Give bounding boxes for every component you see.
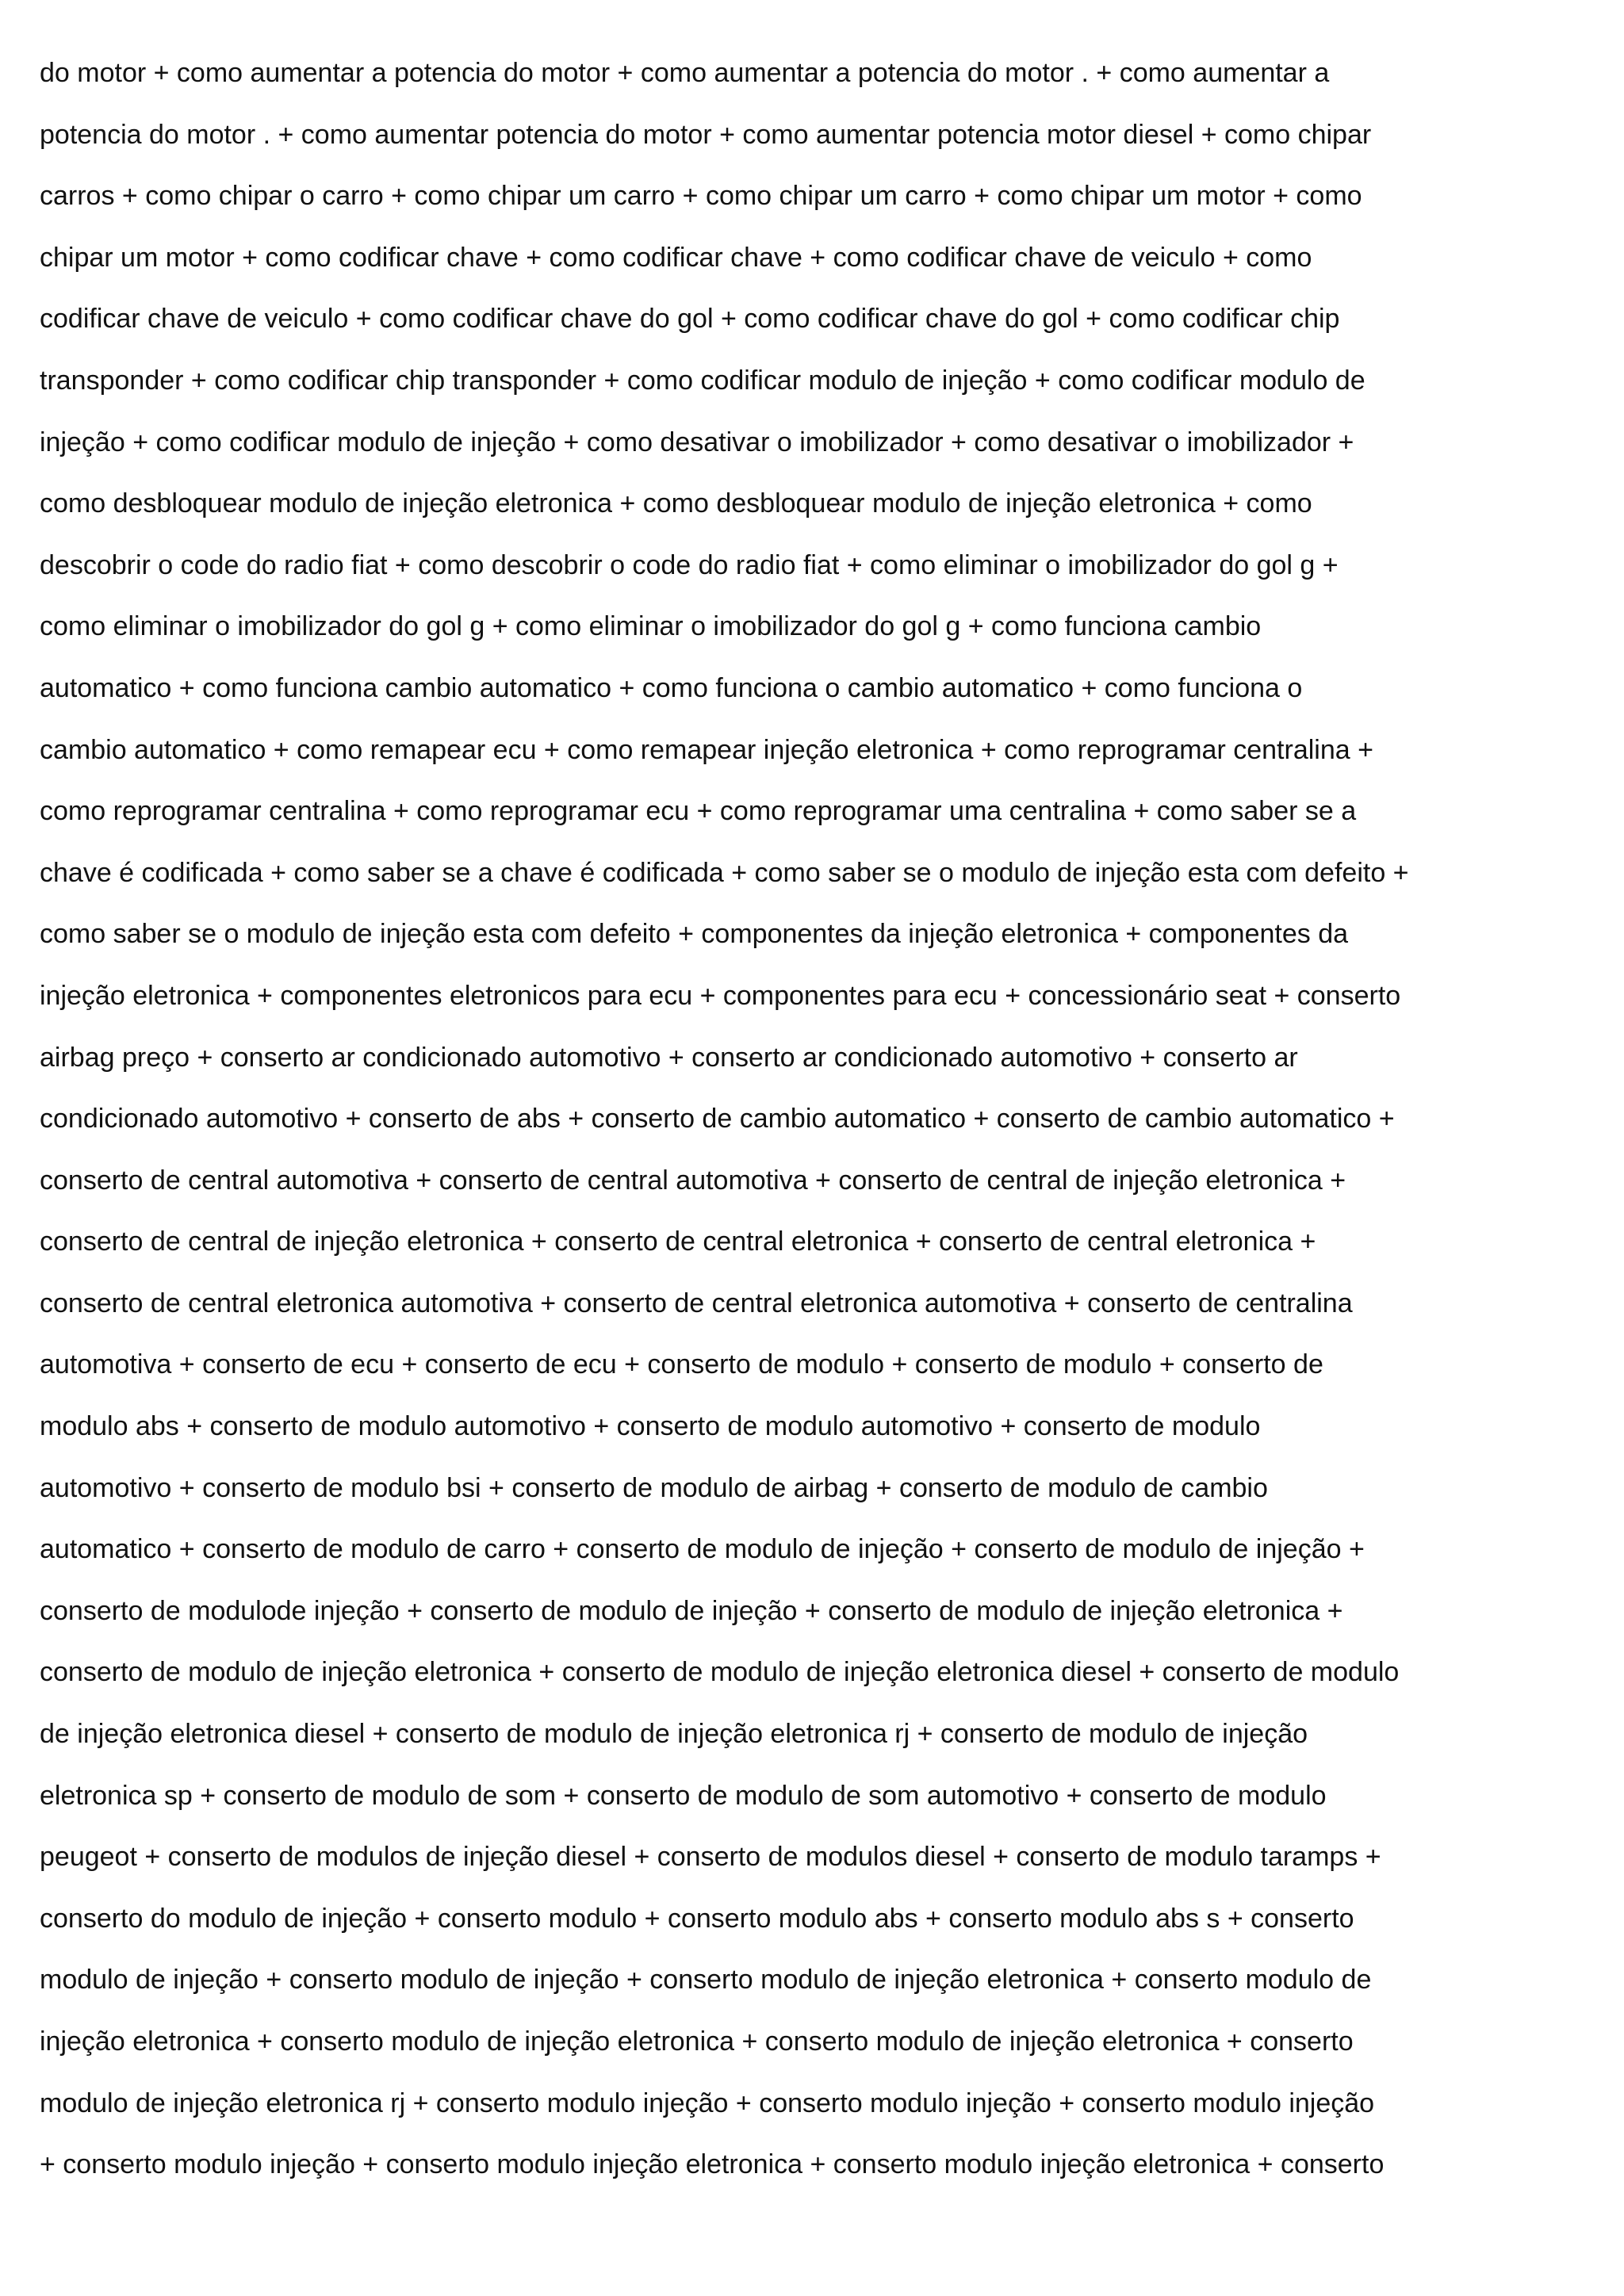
text-line: automatico + como funciona cambio automatico + como funciona o cambio automatico + como funciona o	[40, 672, 1303, 703]
text-line: conserto de central automotiva + conserto de central automotiva + conserto de central de injeção eletronica +	[40, 1165, 1346, 1196]
text-line: + conserto modulo injeção + conserto modulo injeção eletronica + conserto modulo injeção eletronica + conserto	[40, 2149, 1385, 2180]
text-line: transponder + como codificar chip transponder + como codificar modulo de injeção + como codificar modulo de	[40, 365, 1365, 396]
text-line: conserto do modulo de injeção + conserto modulo + conserto modulo abs + conserto modulo abs s + conserto	[40, 1903, 1354, 1934]
text-line: condicionado automotivo + conserto de abs + conserto de cambio automatico + conserto de cambio automatico +	[40, 1104, 1395, 1135]
text-line: automatico + conserto de modulo de carro + conserto de modulo de injeção + conserto de modulo de injeção +	[40, 1534, 1365, 1565]
text-line: chipar um motor + como codificar chave + como codificar chave + como codificar chave de veiculo + como	[40, 242, 1312, 273]
text-line: modulo de injeção + conserto modulo de injeção + conserto modulo de injeção eletronica + conserto modulo de	[40, 1965, 1372, 1996]
text-line: de injeção eletronica diesel + conserto de modulo de injeção eletronica rj + conserto de modulo de injeção	[40, 1719, 1308, 1750]
text-line: conserto de modulo de injeção eletronica + conserto de modulo de injeção eletronica diesel + conserto de modulo	[40, 1657, 1400, 1688]
text-line: cambio automatico + como remapear ecu + como remapear injeção eletronica + como reprogramar centralina +	[40, 734, 1373, 765]
text-line: automotiva + conserto de ecu + conserto de ecu + conserto de modulo + conserto de modulo + conserto de	[40, 1349, 1323, 1380]
keyword-text-block	[40, 49, 1594, 2202]
text-line: automotivo + conserto de modulo bsi + conserto de modulo de airbag + conserto de modulo de cambio	[40, 1472, 1268, 1503]
text-line: chave é codificada + como saber se a chave é codificada + como saber se o modulo de injeção esta com defeito +	[40, 857, 1409, 888]
text-line: eletronica sp + conserto de modulo de som + conserto de modulo de som automotivo + conserto de modulo	[40, 1780, 1327, 1811]
text-line: conserto de modulode injeção + conserto de modulo de injeção + conserto de modulo de injeção eletronica +	[40, 1595, 1343, 1626]
text-line: conserto de central de injeção eletronica + conserto de central eletronica + conserto de central eletronica +	[40, 1226, 1316, 1257]
text-line: peugeot + conserto de modulos de injeção diesel + conserto de modulos diesel + conserto de modulo taramps +	[40, 1842, 1381, 1873]
text-line: injeção eletronica + componentes eletronicos para ecu + componentes para ecu + concessionário seat + conserto	[40, 980, 1401, 1011]
text-line: conserto de central eletronica automotiva + conserto de central eletronica automotiva + conserto de centralina	[40, 1288, 1353, 1318]
text-line: como desbloquear modulo de injeção eletronica + como desbloquear modulo de injeção eletronica + como	[40, 488, 1312, 519]
text-line: injeção + como codificar modulo de injeção + como desativar o imobilizador + como desativar o imobilizador +	[40, 427, 1354, 457]
text-line: airbag preço + conserto ar condicionado automotivo + conserto ar condicionado automotivo + conserto ar	[40, 1042, 1298, 1073]
text-line: potencia do motor . + como aumentar potencia do motor + como aumentar potencia motor diesel + como chipar	[40, 119, 1372, 150]
text-line: descobrir o code do radio fiat + como descobrir o code do radio fiat + como eliminar o imobilizador do gol g +	[40, 549, 1339, 580]
text-line: como eliminar o imobilizador do gol g + como eliminar o imobilizador do gol g + como funciona cambio	[40, 611, 1262, 642]
text-line: injeção eletronica + conserto modulo de injeção eletronica + conserto modulo de injeção eletronica + conserto	[40, 2026, 1354, 2057]
text-line: como saber se o modulo de injeção esta com defeito + componentes da injeção eletronica + componentes da	[40, 919, 1349, 950]
text-line: modulo abs + conserto de modulo automotivo + conserto de modulo automotivo + conserto de modulo	[40, 1411, 1261, 1442]
text-line: como reprogramar centralina + como reprogramar ecu + como reprogramar uma centralina + como saber se a	[40, 796, 1357, 827]
text-line: carros + como chipar o carro + como chipar um carro + como chipar um carro + como chipar um motor + como	[40, 181, 1362, 212]
text-line: do motor + como aumentar a potencia do motor + como aumentar a potencia do motor . + como aumentar a	[40, 58, 1330, 88]
text-line: codificar chave de veiculo + como codificar chave do gol + como codificar chave do gol + como codificar chip	[40, 304, 1340, 335]
text-line: modulo de injeção eletronica rj + conserto modulo injeção + conserto modulo injeção + conserto modulo injeção	[40, 2087, 1375, 2118]
